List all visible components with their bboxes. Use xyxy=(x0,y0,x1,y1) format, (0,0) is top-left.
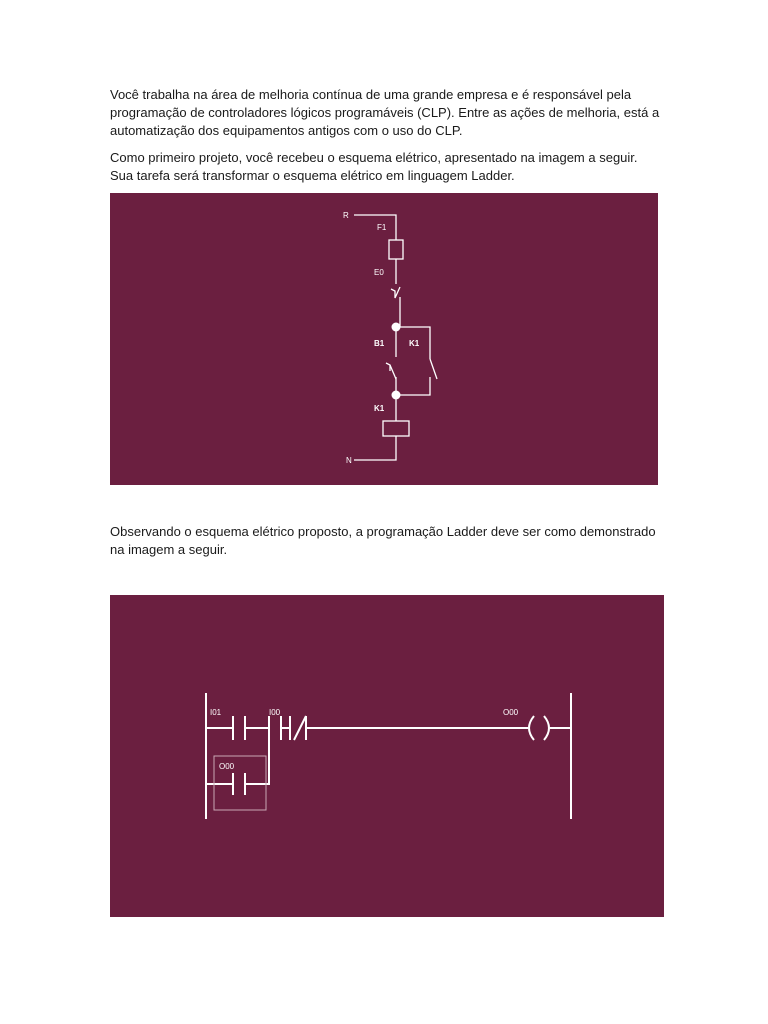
text-line: na imagem a seguir. xyxy=(110,542,228,557)
paragraph-ladder xyxy=(110,523,670,559)
label-o00-contact: O00 xyxy=(219,762,235,771)
label-k1-contact: K1 xyxy=(409,339,420,348)
coil-o00 xyxy=(529,716,549,740)
label-b1: B1 xyxy=(374,339,385,348)
paragraph-task xyxy=(110,149,670,185)
text-line: Sua tarefa será transformar o esquema elétrico em linguagem Ladder. xyxy=(110,168,515,183)
text-line: Você trabalha na área de melhoria contínua de uma grande empresa e é responsável pela xyxy=(110,87,632,102)
label-i01: I01 xyxy=(210,708,222,717)
wire-n xyxy=(354,436,396,460)
text-line: programação de controladores lógicos programáveis (CLP). Entre as ações de melhoria, está a xyxy=(110,105,660,120)
pushbutton-b1 xyxy=(386,363,390,371)
contact-i01 xyxy=(233,716,245,740)
contact-o00 xyxy=(233,773,245,795)
fuse-f1 xyxy=(389,240,403,259)
coil-k1 xyxy=(383,421,409,436)
label-f1: F1 xyxy=(377,223,387,232)
label-n: N xyxy=(346,456,352,465)
label-o00-coil: O00 xyxy=(503,708,519,717)
label-k1-coil: K1 xyxy=(374,404,385,413)
wire-r xyxy=(354,215,396,240)
text-line: Observando o esquema elétrico proposto, a programação Ladder deve ser como demonstrado xyxy=(110,524,656,539)
text-line: automatização dos equipamentos antigos com o uso do CLP. xyxy=(110,123,463,138)
label-i00: I00 xyxy=(269,708,281,717)
contact-i00 xyxy=(269,716,281,740)
wire xyxy=(396,377,430,395)
pushbutton-e0 xyxy=(391,287,400,298)
junction-node xyxy=(392,323,401,332)
ladder-diagram xyxy=(110,595,664,917)
junction-node xyxy=(392,391,401,400)
contact-nc xyxy=(290,716,306,740)
paragraph-intro xyxy=(110,86,670,140)
text-line: Como primeiro projeto, você recebeu o esquema elétrico, apresentado na imagem a seguir. xyxy=(110,150,638,165)
label-r: R xyxy=(343,211,349,220)
contact-b1 xyxy=(390,365,396,379)
ladder-diagram-figure xyxy=(110,595,664,917)
electrical-schematic-figure xyxy=(110,193,658,485)
label-e0: E0 xyxy=(374,268,384,277)
electrical-schematic xyxy=(110,193,658,485)
contact-k1 xyxy=(430,359,437,379)
